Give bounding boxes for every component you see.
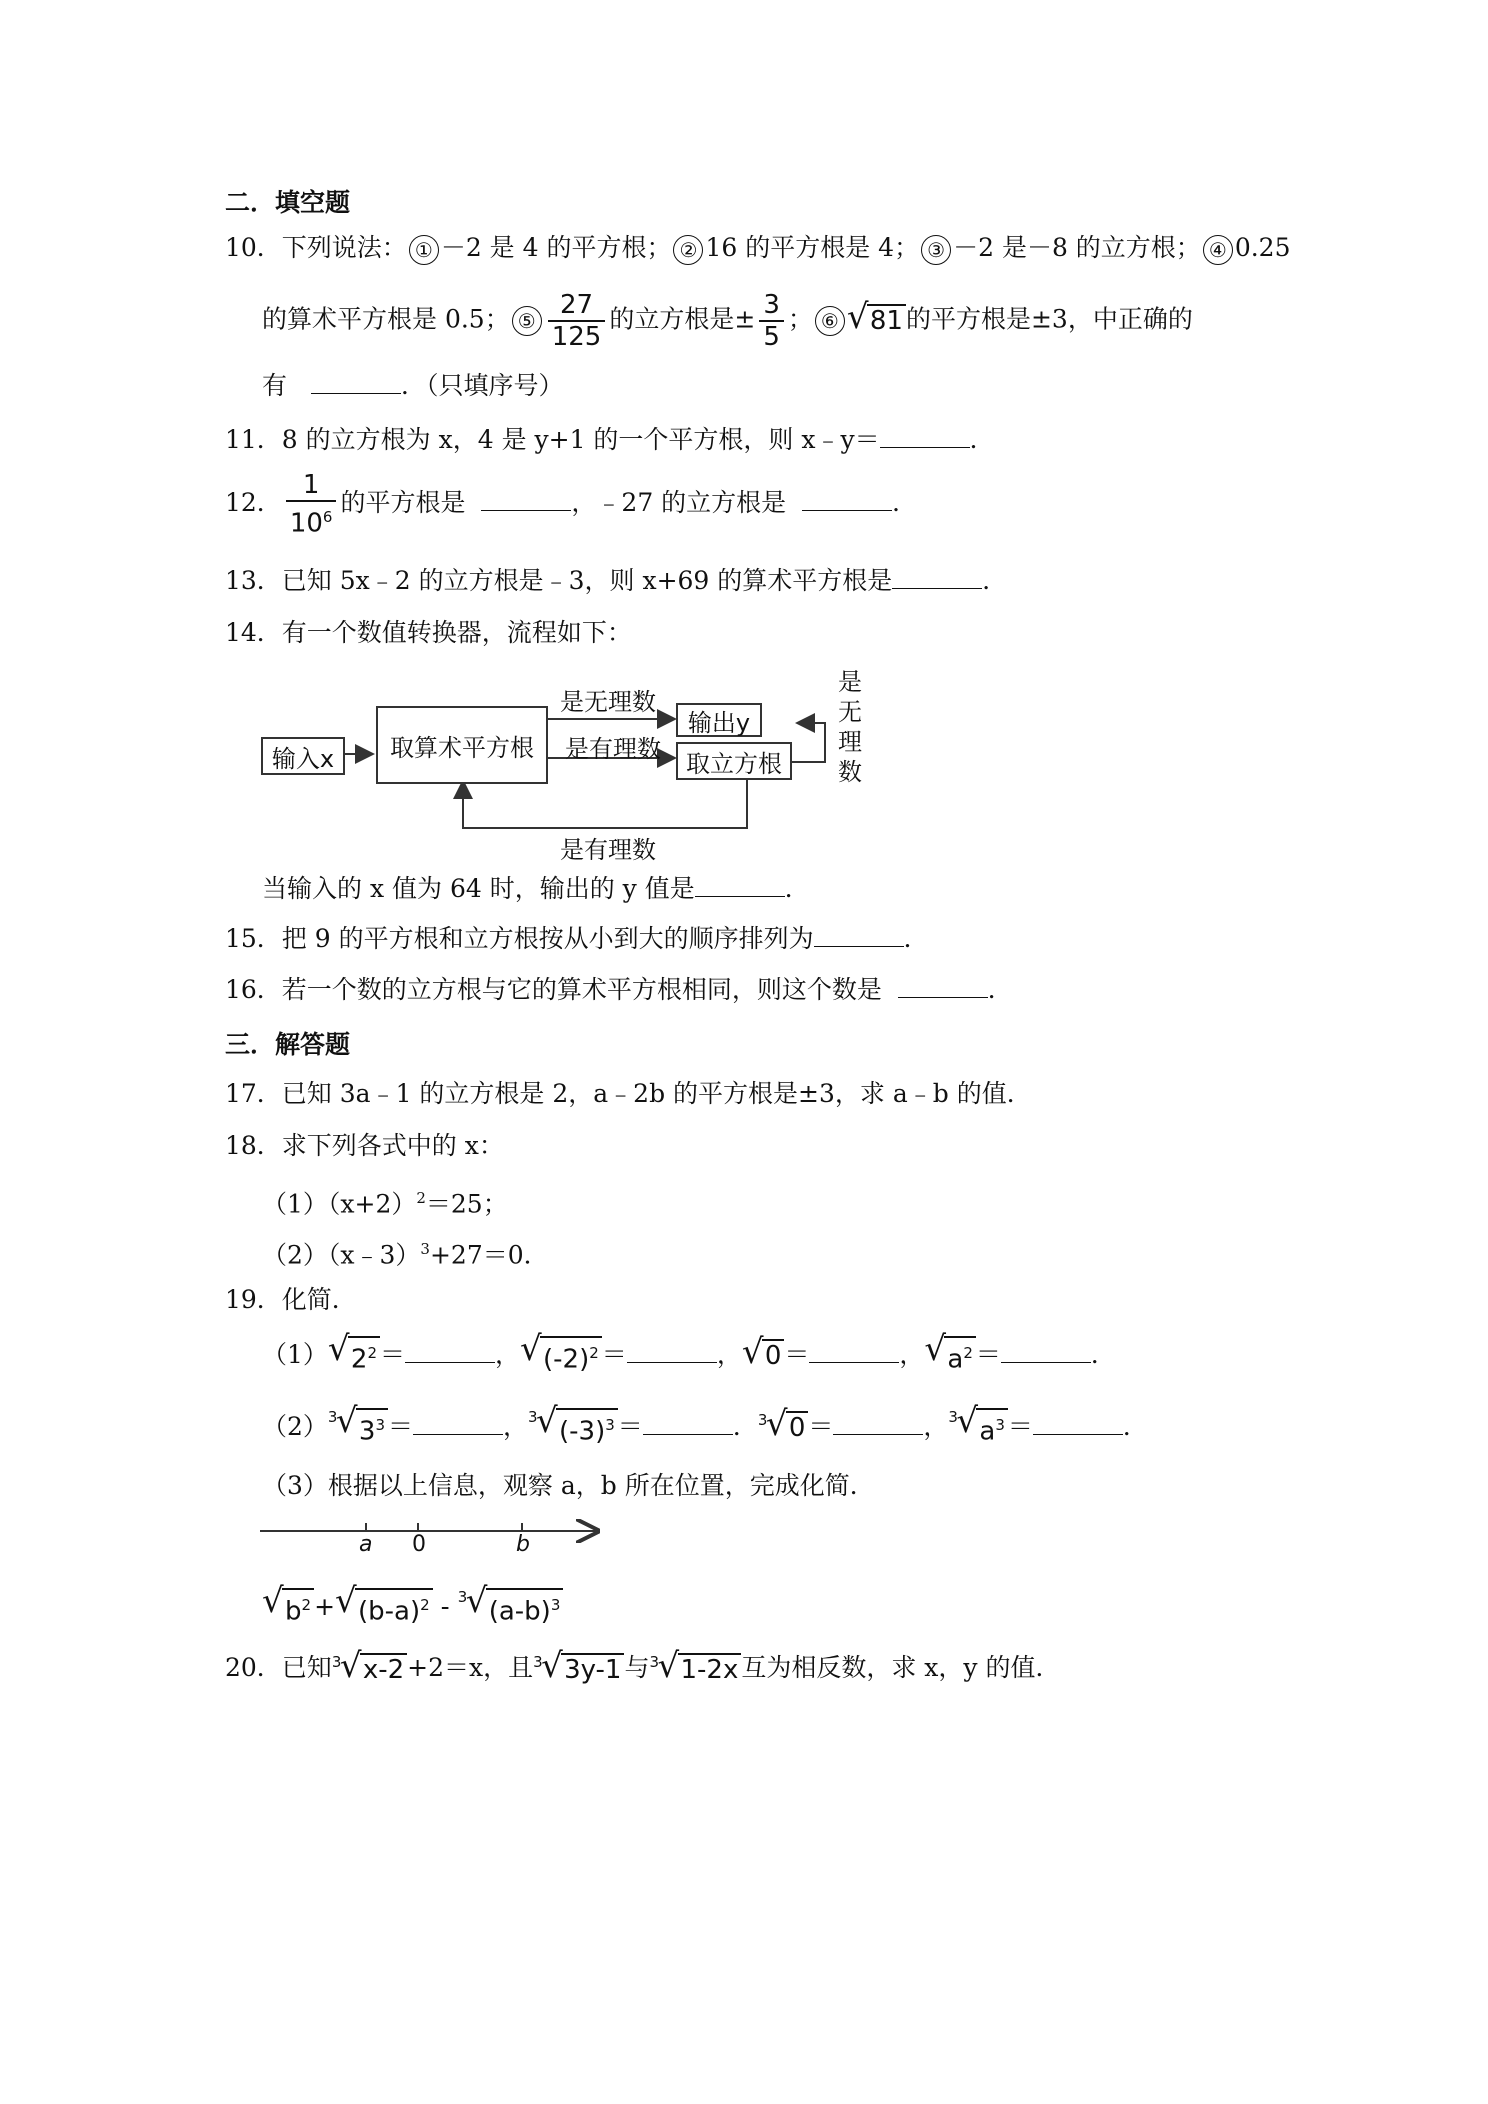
radicand: 0 bbox=[762, 1339, 785, 1371]
q16-text: 16．若一个数的立方根与它的算术平方根相同，则这个数是 bbox=[225, 975, 882, 1004]
circled-number: ① bbox=[409, 235, 439, 265]
equals: ＝ bbox=[784, 1339, 810, 1369]
circled-number: ③ bbox=[921, 235, 951, 265]
q10-text: 10．下列说法： bbox=[225, 233, 407, 262]
radicand: $a^2$ bbox=[944, 1336, 975, 1375]
radical-sign-icon: √ bbox=[541, 1645, 563, 1686]
q18-text: ＝25； bbox=[425, 1189, 508, 1219]
exponent: 2 bbox=[416, 1189, 426, 1207]
denominator-base: 10 bbox=[289, 508, 323, 539]
cube-root bbox=[528, 1401, 618, 1449]
answer-blank[interactable] bbox=[809, 1342, 899, 1363]
answer-blank[interactable] bbox=[413, 1414, 503, 1435]
cube-root bbox=[948, 1401, 1007, 1449]
answer-blank[interactable] bbox=[311, 373, 401, 394]
part-label: （1） bbox=[262, 1339, 328, 1369]
q12-text: 12． bbox=[225, 487, 282, 517]
answer-blank[interactable] bbox=[643, 1414, 733, 1435]
square-root bbox=[327, 1329, 380, 1377]
q11-text: ． bbox=[969, 425, 995, 454]
square-root bbox=[924, 1329, 975, 1377]
period: ． bbox=[732, 1411, 758, 1441]
question-13 bbox=[225, 565, 1007, 597]
question-19-part-3: （3）根据以上信息，观察 a，b 所在位置，完成化简． bbox=[262, 1471, 875, 1500]
square-root bbox=[741, 1332, 785, 1373]
answer-blank[interactable] bbox=[1033, 1414, 1123, 1435]
question-19-part-1 bbox=[262, 1329, 1116, 1377]
answer-blank[interactable] bbox=[405, 1342, 495, 1363]
point-b-label: b bbox=[516, 1532, 530, 1557]
cube-root bbox=[757, 1404, 809, 1445]
question-10-line-2 bbox=[262, 290, 1193, 352]
q10-text: ； bbox=[787, 304, 813, 334]
point-zero-label: 0 bbox=[412, 1532, 426, 1557]
square-root bbox=[262, 1581, 314, 1629]
question-17: 17．已知 3a﹣1 的立方根是 2，a﹣2b 的平方根是±3，求 a﹣b 的值． bbox=[225, 1079, 1032, 1108]
comma: ， bbox=[495, 1339, 521, 1369]
rational-label: 是有理数 bbox=[565, 735, 661, 763]
radicand: 0 bbox=[786, 1411, 809, 1443]
radicand: $a^3$ bbox=[976, 1408, 1007, 1447]
square-root bbox=[846, 297, 906, 338]
vertical-char: 理 bbox=[838, 728, 862, 756]
circled-number: ⑥ bbox=[815, 306, 845, 336]
question-14-ask bbox=[262, 873, 810, 905]
radicand: $(b-a)^2$ bbox=[355, 1588, 433, 1627]
question-19-part-2 bbox=[262, 1401, 1148, 1449]
point-a-label: a bbox=[359, 1532, 373, 1557]
cube-root bbox=[331, 1645, 407, 1687]
root-index: 3 bbox=[528, 1408, 538, 1426]
root-index: 3 bbox=[948, 1408, 958, 1426]
input-x-box: 输入x bbox=[261, 737, 345, 775]
q10-text: 0.25 bbox=[1234, 233, 1291, 262]
radicand: x-2 bbox=[360, 1653, 407, 1685]
vertical-char: 数 bbox=[838, 758, 862, 786]
q10-text: －2 是 4 的平方根； bbox=[440, 233, 672, 262]
radicand: $(a-b)^3$ bbox=[486, 1588, 564, 1627]
answer-blank[interactable] bbox=[802, 490, 892, 511]
square-root bbox=[520, 1329, 602, 1377]
radicand: 81 bbox=[867, 304, 906, 336]
radical-sign-icon: √ bbox=[339, 1645, 362, 1686]
equals: ＝ bbox=[808, 1411, 834, 1441]
circled-number: ④ bbox=[1203, 235, 1233, 265]
cube-root bbox=[649, 1645, 742, 1687]
radical-sign-icon: √ bbox=[657, 1645, 680, 1686]
question-18-part-1 bbox=[262, 1182, 508, 1220]
radical-sign-icon: √ bbox=[765, 1404, 788, 1445]
q20-text: 20．已知 bbox=[225, 1653, 332, 1682]
q10-text: 的算术平方根是 0.5； bbox=[262, 304, 510, 334]
answer-blank[interactable] bbox=[814, 926, 904, 947]
answer-blank[interactable] bbox=[833, 1414, 923, 1435]
exponent: 3 bbox=[420, 1240, 430, 1258]
answer-blank[interactable] bbox=[481, 490, 571, 511]
section-title-answer: 三．解答题 bbox=[225, 1030, 351, 1059]
q10-text: －2 是－8 的立方根； bbox=[953, 233, 1201, 262]
answer-blank[interactable] bbox=[892, 568, 982, 589]
radical-sign-icon: √ bbox=[520, 1329, 542, 1369]
q10-text: 的平方根是±3，中正确的 bbox=[905, 304, 1193, 334]
q10-text: 16 的平方根是 4； bbox=[705, 233, 920, 262]
simplify-expression bbox=[262, 1581, 563, 1629]
irrational-vertical-label bbox=[838, 667, 862, 787]
equals: ＝ bbox=[601, 1339, 627, 1369]
vertical-char: 无 bbox=[838, 698, 862, 726]
q14-text: ． bbox=[784, 874, 810, 903]
equals: ＝ bbox=[380, 1339, 406, 1369]
section-title-fill-in: 二．填空题 bbox=[225, 188, 351, 217]
q13-text: ． bbox=[982, 566, 1008, 595]
radicand: 3y-1 bbox=[561, 1653, 624, 1685]
minus: - bbox=[440, 1591, 450, 1621]
q10-text: 有 bbox=[262, 371, 288, 400]
q18-text: （1）（x+2） bbox=[262, 1189, 417, 1219]
circled-number: ② bbox=[673, 235, 703, 265]
sqrt-box: 取算术平方根 bbox=[376, 706, 548, 784]
equals: ＝ bbox=[1007, 1411, 1033, 1441]
root-index: 3 bbox=[649, 1652, 660, 1671]
square-root bbox=[335, 1581, 433, 1629]
equals: ＝ bbox=[975, 1339, 1001, 1369]
q15-text: ． bbox=[903, 924, 929, 953]
cube-root bbox=[533, 1645, 624, 1687]
radical-sign-icon: √ bbox=[536, 1401, 558, 1441]
part-label: （2） bbox=[262, 1411, 328, 1441]
equals: ＝ bbox=[617, 1411, 643, 1441]
fraction-numerator: 3 bbox=[763, 290, 780, 320]
fraction-numerator: 1 bbox=[302, 470, 320, 500]
question-10-line-3 bbox=[262, 370, 563, 402]
q14-text: 当输入的 x 值为 64 时，输出的 y 值是 bbox=[262, 874, 695, 903]
question-15 bbox=[225, 923, 929, 955]
radical-sign-icon: √ bbox=[741, 1332, 764, 1373]
q10-text: ．（只填序号） bbox=[400, 371, 564, 400]
q20-text: 互为相反数，求 x，y 的值． bbox=[741, 1653, 1061, 1682]
answer-blank[interactable] bbox=[695, 876, 785, 897]
q12-text: ，﹣27 的立方根是 bbox=[571, 487, 787, 517]
irrational-label: 是无理数 bbox=[560, 688, 656, 716]
cube-root bbox=[457, 1581, 564, 1629]
radicand: $(-3)^3$ bbox=[556, 1408, 618, 1447]
q15-text: 15．把 9 的平方根和立方根按从小到大的顺序排列为 bbox=[225, 924, 814, 953]
radicand: $(-2)^2$ bbox=[540, 1336, 602, 1375]
answer-blank[interactable] bbox=[1001, 1342, 1091, 1363]
q20-text: +2＝x，且 bbox=[407, 1653, 534, 1682]
vertical-char: 是 bbox=[838, 668, 862, 696]
q13-text: 13．已知 5x﹣2 的立方根是﹣3，则 x+69 的算术平方根是 bbox=[225, 566, 893, 595]
rational-loop-label: 是有理数 bbox=[560, 836, 656, 864]
radical-sign-icon: √ bbox=[956, 1401, 979, 1441]
q11-text: 11．8 的立方根为 x，4 是 y+1 的一个平方根，则 x﹣y＝ bbox=[225, 425, 880, 454]
cube-root-box: 取立方根 bbox=[676, 742, 792, 780]
fraction-numerator: 27 bbox=[559, 290, 594, 320]
output-y-box: 输出y bbox=[676, 703, 762, 737]
radical-sign-icon: √ bbox=[335, 1401, 358, 1441]
answer-blank[interactable] bbox=[898, 977, 988, 998]
root-index: 3 bbox=[327, 1408, 338, 1426]
root-index: 3 bbox=[457, 1588, 468, 1606]
question-19: 19．化简． bbox=[225, 1285, 357, 1314]
fraction-denominator: 125 bbox=[548, 320, 606, 352]
comma: ， bbox=[899, 1339, 925, 1369]
question-12 bbox=[225, 470, 917, 539]
comma: ， bbox=[716, 1339, 742, 1369]
q10-text: 的立方根是± bbox=[609, 304, 756, 334]
radicand: $b^2$ bbox=[282, 1588, 314, 1627]
comma: ， bbox=[503, 1411, 529, 1441]
question-18-part-2 bbox=[262, 1233, 549, 1271]
radical-sign-icon: √ bbox=[846, 297, 869, 337]
radical-sign-icon: √ bbox=[465, 1581, 488, 1621]
q12-text: 的平方根是 bbox=[340, 487, 466, 517]
radical-sign-icon: √ bbox=[924, 1329, 947, 1369]
root-index: 3 bbox=[757, 1411, 768, 1430]
question-11 bbox=[225, 424, 995, 456]
fraction bbox=[759, 290, 784, 352]
radicand: 1-2x bbox=[678, 1653, 742, 1685]
question-20 bbox=[225, 1645, 1061, 1687]
number-line-axis bbox=[258, 1515, 608, 1555]
fraction bbox=[286, 470, 337, 539]
question-10-line-1 bbox=[225, 232, 1290, 265]
root-index: 3 bbox=[533, 1652, 543, 1671]
answer-blank[interactable] bbox=[880, 427, 970, 448]
question-14: 14．有一个数值转换器，流程如下： bbox=[225, 618, 632, 647]
comma: ， bbox=[923, 1411, 949, 1441]
circled-number: ⑤ bbox=[512, 306, 542, 336]
fraction-denominator bbox=[286, 500, 337, 539]
plus: + bbox=[314, 1591, 336, 1621]
cube-root bbox=[327, 1401, 388, 1449]
radical-sign-icon: √ bbox=[335, 1581, 357, 1621]
period: ． bbox=[1090, 1339, 1116, 1369]
q12-text: ． bbox=[892, 487, 918, 517]
q20-text: 与 bbox=[624, 1653, 650, 1682]
fraction bbox=[548, 290, 606, 352]
fraction-denominator: 5 bbox=[759, 320, 784, 352]
equals: ＝ bbox=[388, 1411, 414, 1441]
radical-sign-icon: √ bbox=[327, 1329, 350, 1369]
period: ． bbox=[1122, 1411, 1148, 1441]
q16-text: ． bbox=[987, 975, 1013, 1004]
radicand: $3^3$ bbox=[356, 1408, 388, 1447]
question-16 bbox=[225, 974, 1013, 1006]
question-18: 18．求下列各式中的 x： bbox=[225, 1131, 504, 1160]
root-index: 3 bbox=[331, 1652, 342, 1671]
q18-text: （2）（x﹣3） bbox=[262, 1240, 421, 1270]
radicand: $2^2$ bbox=[348, 1336, 380, 1375]
q18-text: +27＝0． bbox=[429, 1240, 549, 1270]
answer-blank[interactable] bbox=[627, 1342, 717, 1363]
denominator-exponent: 6 bbox=[322, 508, 333, 526]
radical-sign-icon: √ bbox=[262, 1581, 284, 1621]
